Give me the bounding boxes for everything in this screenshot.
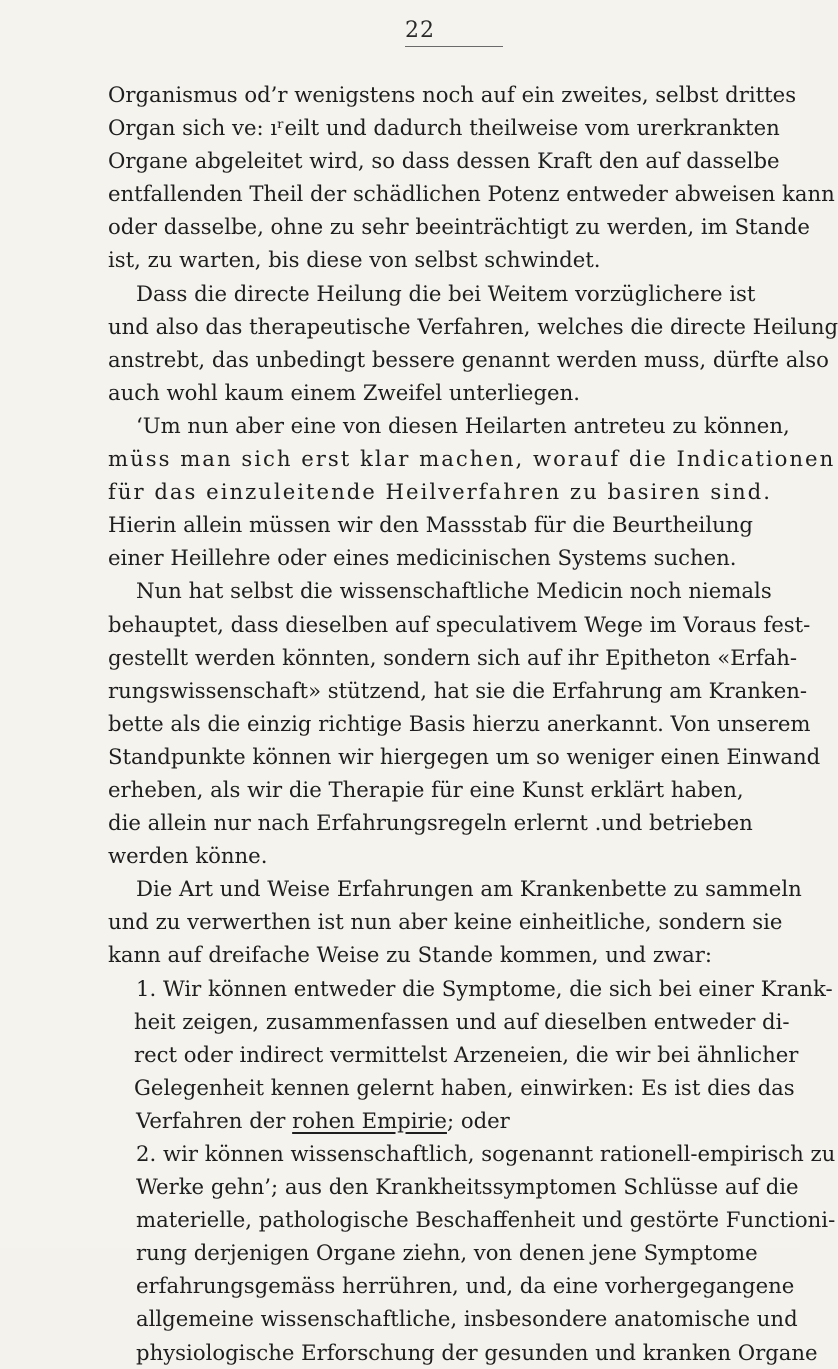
- text-line: werden könne.: [108, 843, 268, 869]
- text-line: rungswissenschaft» stützend, hat sie die Erfahrung am Kranken-: [108, 677, 808, 703]
- text-line: Organismus od’r wenigstens noch auf ein zweites, selbst drittes: [108, 82, 797, 107]
- text-line: rect oder indirect vermittelst Arzeneien, die wir bei ähnlicher: [134, 1041, 799, 1067]
- text-line: Werke gehn’; aus den Krankheitssymptomen Schlüsse auf die: [136, 1174, 799, 1200]
- text-line: materielle, pathologische Beschaffenheit und gestörte Functioni-: [136, 1207, 836, 1233]
- text-line: Die Art und Weise Erfahrungen am Krankenbette zu sammeln: [136, 876, 802, 902]
- text-line: allgemeine wissenschaftliche, insbesondere anatomische und: [136, 1306, 798, 1332]
- body-text: [108, 78, 838, 1369]
- text-line: die allein nur nach Erfahrungsregeln erlernt .und betrieben: [108, 810, 753, 836]
- text-line: Organe abgeleitet wird, so dass dessen Kraft den auf dasselbe: [108, 148, 780, 174]
- text-line: behauptet, dass dieselben auf speculativem Wege im Voraus fest-: [108, 611, 811, 637]
- text-line: [108, 1104, 728, 1137]
- text-line: heit zeigen, zusammenfassen und auf dieselben entweder di-: [134, 1008, 790, 1034]
- text-fragment: ; oder: [446, 1107, 510, 1133]
- text-line: und zu verwerthen ist nun aber keine einheitliche, sondern sie: [108, 909, 783, 935]
- text-line: anstrebt, das unbedingt bessere genannt werden muss, dürfte also: [108, 346, 829, 372]
- text-line: oder dasselbe, ohne zu sehr beeinträchtigt zu werden, im Stande: [108, 214, 810, 240]
- text-line: ‘Um nun aber eine von diesen Heilarten antreteu zu können,: [136, 412, 790, 438]
- text-line: Dass die directe Heilung die bei Weitem vorzüglichere ist: [136, 280, 756, 306]
- text-line: und also das therapeutische Verfahren, welches die directe Heilung: [108, 313, 838, 339]
- text-line: Standpunkte können wir hiergegen um so weniger einen Einwand: [108, 743, 821, 769]
- list-item-2: 2. wir können wissenschaftlich, sogenannt rationell-empirisch zu: [136, 1141, 836, 1166]
- text-line: auch wohl kaum einem Zweifel unterliegen.: [108, 379, 580, 405]
- emphasis-rohen-empirie: rohen Empirie: [292, 1107, 447, 1133]
- text-line: kann auf dreifache Weise zu Stande kommen, und zwar:: [108, 942, 713, 968]
- text-line: physiologische Erforschung der gesunden und kranken Organe: [136, 1339, 818, 1365]
- text-line: erheben, als wir die Therapie für eine Kunst erklärt haben,: [108, 776, 744, 802]
- text-line: rung derjenigen Organe ziehn, von denen jene Symptome: [136, 1240, 758, 1266]
- text-line: ist, zu warten, bis diese von selbst schwindet.: [108, 247, 601, 273]
- text-line: Gelegenheit kennen gelernt haben, einwirken: Es ist dies das: [134, 1074, 795, 1100]
- text-line: bette als die einzig richtige Basis hierzu anerkannt. Von unserem: [108, 710, 811, 736]
- text-line: einer Heillehre oder eines medicinischen Systems suchen.: [108, 545, 737, 571]
- text-line: Hierin allein müssen wir den Massstab für die Beurtheilung: [108, 512, 753, 538]
- text-line: erfahrungsgemäss herrühren, und, da eine vorhergegangene: [136, 1273, 795, 1299]
- text-line: Nun hat selbst die wissenschaftliche Medicin noch niemals: [136, 578, 772, 604]
- header-rule: [405, 46, 503, 47]
- text-line: entfallenden Theil der schädlichen Potenz entweder abweisen kann: [108, 181, 835, 207]
- page-number: 22: [405, 18, 435, 43]
- text-line: für das einzuleitende Heilverfahren zu basiren sind.: [108, 479, 772, 505]
- text-line: Organ sich ve: ıʳeilt und dadurch theilweise vom urerkrankten: [108, 115, 780, 141]
- text-fragment: Verfahren der: [136, 1107, 293, 1133]
- text-line: müss man sich erst klar machen, worauf die Indicationen: [108, 446, 836, 472]
- list-item-1: 1. Wir können entweder die Symptome, die sich bei einer Krank-: [136, 975, 833, 1001]
- text-line: gestellt werden könnten, sondern sich auf ihr Epitheton «Erfah-: [108, 644, 798, 670]
